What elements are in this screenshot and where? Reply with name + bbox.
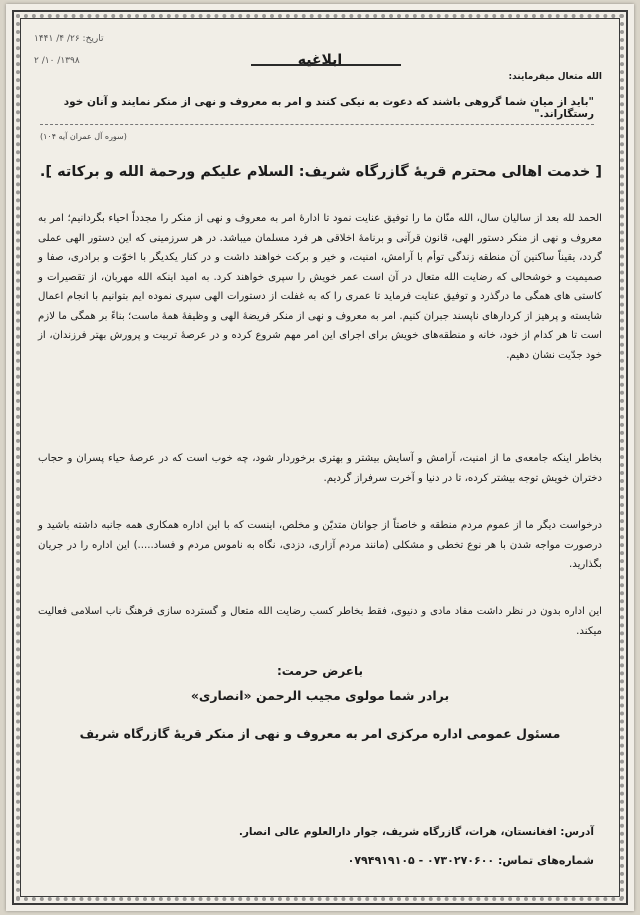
quran-verse: "باید از میان شما گروهی باشند که دعوت به نیکی کنند و امر به معروف و نهی از منکر نمایند و آنان خود رستگاراند." bbox=[40, 96, 594, 125]
signature-name: برادر شما مولوی مجیب الرحمن «انصاری» bbox=[190, 688, 450, 703]
quote-intro: الله متعال میفرمایند: bbox=[508, 72, 602, 82]
greeting: [ خدمت اهالی محترم قریهٔ گازرگاه شریف: السلام علیکم ورحمة الله و برکاته ]. bbox=[39, 164, 602, 180]
verse-reference: (سوره آل عمران آیه ۱۰۴) bbox=[40, 132, 127, 141]
address: آدرس: افغانستان، هرات، گازرگاه شریف، جوار دارالعلوم عالی انصار. bbox=[238, 826, 594, 838]
paragraph-2: بخاطر اینکه جامعه‌ی ما از امنیت، آرامش و آسایش بیشتر و بهتری برخوردار شود، چه خوب است که در عرصهٔ حیاء پسران و حجاب دختران خویش توجه بیشتر کرده، تا در دنیا و آخرت سرفراز گردیم. bbox=[38, 453, 602, 484]
document-page bbox=[6, 4, 634, 911]
document-title: ابلاغیه bbox=[297, 52, 343, 68]
title-underline bbox=[251, 64, 401, 69]
paragraph-4: این اداره بدون در نظر داشت مفاد مادی و دنیوی، فقط بخاطر کسب رضایت الله متعال و گسترده سازی فرهنگ ناب اسلامی فعالیت میکند. bbox=[38, 606, 602, 637]
date-hijri: تاریخ: ۲۶/ ۴/ ۱۴۴۱ bbox=[34, 34, 104, 44]
signature-position: مسئول عمومی اداره مرکزی امر به معروف و نهی از منکر قریهٔ گازرگاه شریف bbox=[79, 726, 561, 741]
phone-numbers: شماره‌های تماس: ۰۷۳۰۲۷۰۶۰۰ - ۰۷۹۴۹۱۹۱۰۵ bbox=[347, 854, 594, 867]
paragraph-1: الحمد لله بعد از سالیان سال، الله منّان ما را توفیق عنایت نمود تا ادارهٔ امر به معروف و نهی از منکر را مجدداً احیاء بگردانیم؛ امر به معروف و نهی از منکر دستور الهی، قانون قرآنی و برنامهٔ اخلاقی هر فرد مسلمان میباشد. در هر سرزمینی که این دستور الهی عملی گردد، یقیناً ساکنین آن منطقه زندگی توأم با آرامش، امنیت، و خیر و برکت خواهند داشت و در کنار یکدیگر با اخوّت و برادری، صفا و صمیمیت و خوشحالی که رضایت الله متعال در آن است عمر خویش را سپری خواهند کرد. به امید اینکه الله مهربان، از تقصیرات و کاستی های همگی ما درگذرد و توفیق عنایت فرماید تا عمری را که به غفلت از دستورات الهی سپری نموده ایم بتوانیم با انجام اعمال شایسته و پرهیز از کردارهای ناپسند جبران کنیم. امر به معروف و نهی از منکر فریضهٔ الهی و وظیفهٔ همهٔ ماست؛ بناءً بر همگی ما لازم است تا هر کدام از خود، خانه و منطقه‌های خویش برای اجرای این امر مهم شروع کرده و در عرصهٔ تربیت و پرورش بهتر فرزندان، از خود جدّیت نشان دهیم. bbox=[38, 213, 602, 361]
paragraph-3: درخواست دیگر ما از عموم مردم منطقه و خاصتاً از جوانان متدیّن و مخلص، اینست که با این اداره همکاری همه جانبه داشته باشید و درصورت مواجه شدن با هر نوع تخطی و مشکلی (مانند مردم آزاری، دزدی، نگاه به ناموس مردم و فساد.....) این اداره را در جریان بگذارید. bbox=[38, 520, 602, 570]
signature-regards: باعرض حرمت: bbox=[276, 664, 364, 678]
date-solar: ۱۳۹۸/ ۱۰/ ۲ bbox=[34, 56, 80, 66]
